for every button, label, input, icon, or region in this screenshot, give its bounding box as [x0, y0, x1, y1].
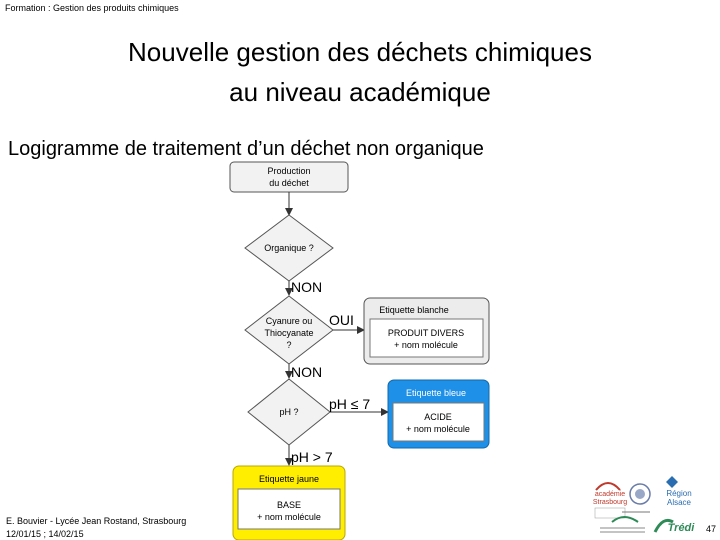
white-content-2: + nom molécule [394, 340, 458, 350]
academie-logo-line-1: académie [594, 491, 626, 498]
decision-organique-label: Organique ? [264, 243, 314, 253]
branch-ph-high: pH > 7 [291, 449, 333, 465]
tredi-logo [655, 520, 695, 534]
blue-label-content [393, 403, 484, 441]
region-logo-line-1: Région [666, 489, 692, 498]
footer-dates: 12/01/15 ; 14/02/15 [6, 529, 84, 539]
academie-logo-line-2: Strasbourg [592, 499, 628, 506]
white-label-title: Etiquette blanche [379, 305, 449, 315]
region-alsace-logo [666, 476, 692, 507]
blue-content-1: ACIDE [424, 412, 452, 422]
yellow-content-2: + nom molécule [257, 512, 321, 522]
branch-ph-low: pH ≤ 7 [329, 396, 371, 412]
tredi-logo-text: Trédi [667, 522, 695, 534]
ministere-environnement-logo [600, 517, 645, 532]
white-label-content [370, 319, 483, 357]
academie-logo [593, 483, 627, 518]
blue-label-title: Etiquette bleue [405, 388, 467, 398]
ministere-logo [622, 484, 650, 512]
region-logo-line-2: Alsace [666, 498, 692, 507]
slide-subtitle: Logigramme de traitement d’un déchet non organique [8, 138, 484, 160]
page-number: 47 [706, 524, 717, 534]
branch-non-1: NON [291, 279, 323, 295]
title-line-1: Nouvelle gestion des déchets chimiques [128, 37, 592, 67]
decision-ph-label: pH ? [279, 407, 299, 417]
start-label-2: du déchet [269, 178, 309, 188]
blue-content-2: + nom molécule [406, 424, 470, 434]
white-content-1: PRODUIT DIVERS [387, 328, 465, 338]
branch-oui: OUI [329, 312, 354, 328]
branch-non-2: NON [291, 364, 323, 380]
yellow-label-title: Etiquette jaune [258, 474, 320, 484]
title-line-2: au niveau académique [229, 77, 491, 107]
decision-cyanure-label-2: Thiocyanate [264, 328, 314, 338]
start-label-1: Production [267, 166, 311, 176]
yellow-content-1: BASE [276, 500, 302, 510]
decision-cyanure-label-1: Cyanure ou [265, 316, 313, 326]
footer-author: E. Bouvier - Lycée Jean Rostand, Strasbourg [6, 516, 187, 526]
decision-cyanure-label-3: ? [286, 340, 292, 350]
header-text: Formation : Gestion des produits chimiques [5, 3, 179, 13]
